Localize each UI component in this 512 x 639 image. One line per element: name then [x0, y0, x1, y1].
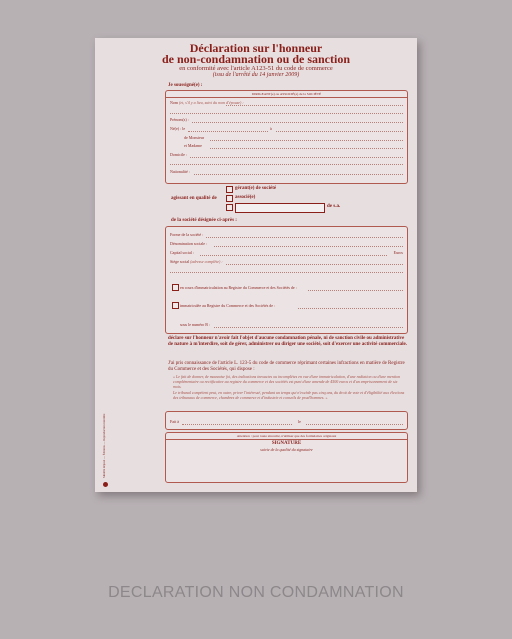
signature-hint: suivie de la qualité du signataire [260, 447, 313, 452]
registration-pending-checkbox[interactable] [172, 284, 179, 291]
address-field[interactable] [190, 157, 403, 158]
registration-pending-label: en cours d'immatriculation au Registre du Commerce et des Sociétés de : [180, 285, 297, 290]
address-label: Domicile : [170, 152, 187, 157]
law-quote-2: Le tribunal compétent peut, en outre, priver l'intéressé, pendant un temps qui n'excède pas cinq ans, du droit de vote et d'éligibilité aux élections des tribunaux de commerce, chambres de commerce et d'industrie et conseils de prud'hommes. » [173, 390, 405, 400]
registration-pending-field[interactable] [308, 290, 403, 291]
denomination-label: Dénomination sociale : [170, 241, 208, 246]
done-on-label: le [298, 419, 301, 424]
manager-checkbox[interactable] [226, 186, 233, 193]
publisher-logo-icon [103, 482, 108, 487]
form-subtitle-decree: (issu de l'arrêté du 14 janvier 2009) [212, 72, 300, 78]
mother-label: et Madame [184, 143, 202, 148]
firstnames-label: Prénom(s) : [170, 117, 189, 122]
capital-label: Capital social : [170, 250, 194, 255]
partner-checkbox[interactable] [226, 195, 233, 202]
name-field[interactable] [226, 105, 403, 106]
form-subtitle: en conformité avec l'article A123-51 du code de commerce [179, 65, 333, 72]
father-field[interactable] [210, 140, 403, 141]
done-on-field[interactable] [306, 424, 403, 425]
form-title-line2: de non-condamnation ou de sanction [161, 52, 351, 66]
denomination-field[interactable] [214, 246, 403, 247]
done-at-field[interactable] [182, 424, 292, 425]
person-box [165, 90, 408, 184]
capital-unit: Euros [393, 250, 403, 255]
born-place-field[interactable] [276, 131, 403, 132]
firstnames-field[interactable] [192, 122, 403, 123]
address-field-line2[interactable] [170, 164, 403, 165]
manager-option-label: gérant(e) de société [235, 186, 277, 191]
acting-as-label: agissant en qualité de [171, 196, 217, 201]
done-at-label: Fait à [170, 419, 179, 424]
registered-checkbox[interactable] [172, 302, 179, 309]
nationality-field[interactable] [194, 174, 403, 175]
form-title-line1: Déclaration sur l'honneur [189, 41, 323, 55]
mother-field[interactable] [210, 148, 403, 149]
number-label: sous le numéro B : [180, 322, 210, 327]
father-label: de Monsieur [184, 135, 205, 140]
company-heading: de la société désignée ci-après : [171, 218, 237, 223]
born-date-field[interactable] [188, 131, 268, 132]
place-date-box [165, 411, 408, 430]
knowledge-text: J'ai pris connaissance de l'article L. 123-5 du code de commerce réprimant certaines infractions en matière de Registre du Commerce et des Sociétés, qui dispose : [168, 361, 405, 372]
product-caption: DECLARATION NON CONDAMNATION [108, 584, 404, 601]
legal-form-label: Forme de la société : [170, 232, 204, 237]
other-role-suffix: de s.a. [327, 204, 341, 209]
side-legal-text: Modèle déposé — Éditions — Reproduction interdite [102, 413, 106, 478]
seat-field-line2[interactable] [170, 272, 403, 273]
signature-box[interactable] [165, 432, 408, 483]
company-box [165, 226, 408, 334]
seat-field[interactable] [226, 264, 403, 265]
other-role-checkbox[interactable] [226, 204, 233, 211]
signature-box-header: Attention : pour toute sincerité, n'utiliser que des formulaires originaux [166, 433, 407, 440]
signature-label: SIGNATURE [271, 441, 302, 446]
nationality-label: Nationalité : [170, 169, 190, 174]
capital-field[interactable] [200, 255, 387, 256]
form-page [95, 38, 417, 492]
name-field-line2[interactable] [170, 113, 403, 114]
registered-field[interactable] [298, 308, 403, 309]
declaration-text: déclare sur l'honneur n'avoir fait l'objet d'aucune condamnation pénale, ni de sanction civile ou administrative de nature à m'interdire, soit de gérer, administrer ou diriger une société, soit d'exercer une activité commerciale. [168, 336, 407, 347]
seat-label: Siège social (adresse complète) : [170, 259, 223, 264]
partner-option-label: associé(e) [235, 195, 256, 200]
other-role-input[interactable] [235, 203, 325, 213]
law-quote-1: « Le fait de donner, de mauvaise foi, des indications inexactes ou incomplètes en vue d'une immatriculation, d'une radiation ou d'une mention complémentaire ou rectificative au registre du commerce et des sociétés est puni d'une amende de 4500 euros et d'un emprisonnement de six mois. [173, 374, 400, 389]
legal-form-field[interactable] [206, 237, 403, 238]
born-label: Né(e) : le [170, 126, 186, 131]
born-at-label: à [270, 126, 272, 131]
number-field[interactable] [214, 327, 403, 328]
registered-label: immatriculée au Registre du Commerce et des Sociétés de : [180, 303, 276, 308]
person-box-header: DIRIGEANT(e) ou ASSOCIÉ(e) de la SOCIÉTÉ [166, 91, 407, 98]
name-label: Nom (et, s'il y a lieu, suivi du nom d'épouse) : [170, 100, 244, 105]
undersigned-label: Je soussigné(e) : [168, 83, 203, 88]
